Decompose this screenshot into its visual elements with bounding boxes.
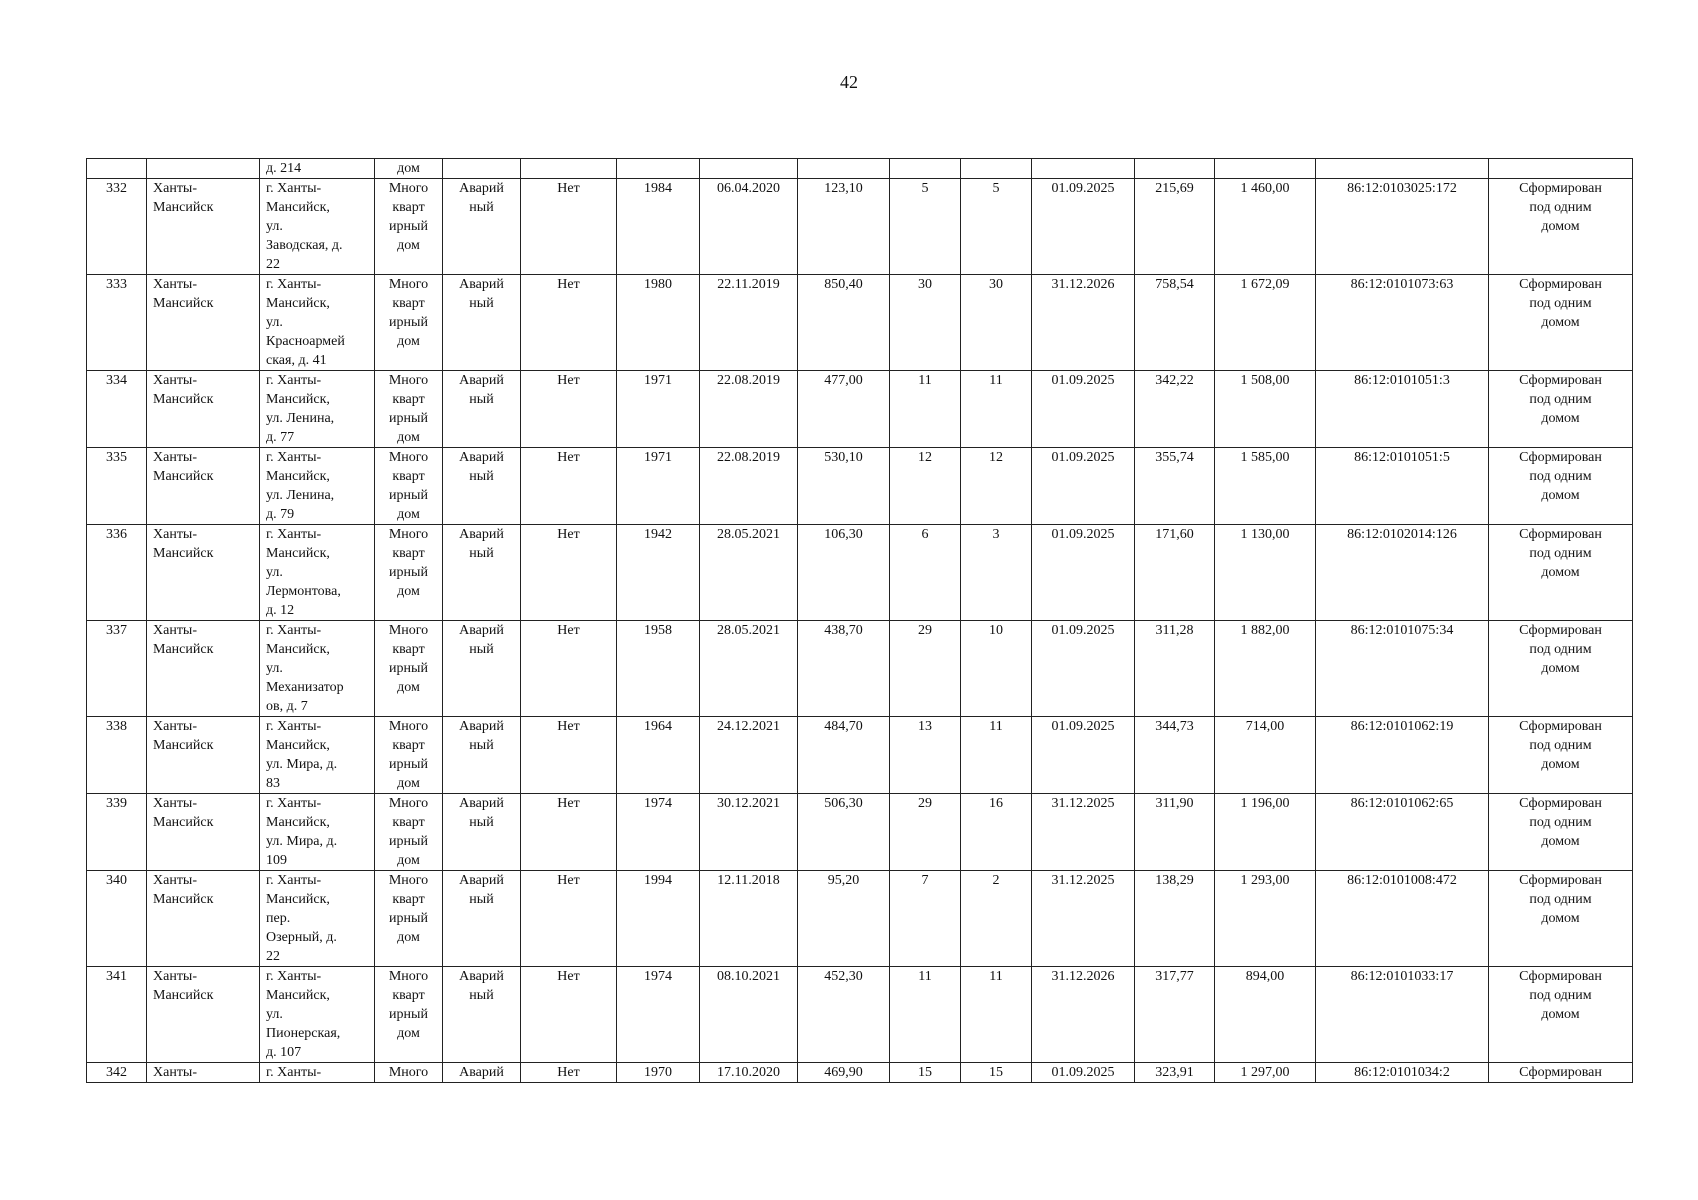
cell-condition: Аварий ный bbox=[443, 794, 521, 871]
cell-year: 1974 bbox=[617, 794, 700, 871]
cell-land-status bbox=[1489, 159, 1633, 179]
cell-area: 106,30 bbox=[798, 525, 890, 621]
cell-land-status: Сформирован под одним домом bbox=[1489, 871, 1633, 967]
cell-residents-count bbox=[890, 159, 961, 179]
cell-land-status: Сформирован под одним домом bbox=[1489, 371, 1633, 448]
cell-city: Ханты- Мансийск bbox=[147, 967, 260, 1063]
cell-residents-count: 30 bbox=[890, 275, 961, 371]
cell-condition: Аварий ный bbox=[443, 621, 521, 717]
cell-apartments-count: 11 bbox=[961, 717, 1032, 794]
cell-area: 484,70 bbox=[798, 717, 890, 794]
cell-cadastral-number: 86:12:0102014:126 bbox=[1316, 525, 1489, 621]
cell-apartments-count: 3 bbox=[961, 525, 1032, 621]
cell-flag bbox=[521, 159, 617, 179]
cell-recognition-date: 22.11.2019 bbox=[700, 275, 798, 371]
cell-address: г. Ханты- Мансийск, ул. Мира, д. 83 bbox=[260, 717, 375, 794]
cell-land-area: 1 196,00 bbox=[1215, 794, 1316, 871]
table-row bbox=[87, 621, 1633, 717]
cell-residents-count: 11 bbox=[890, 967, 961, 1063]
table-row bbox=[87, 1063, 1633, 1083]
cell-deadline: 01.09.2025 bbox=[1032, 1063, 1135, 1083]
cell-building-type: Много bbox=[375, 1063, 443, 1083]
cell-number: 339 bbox=[87, 794, 147, 871]
cell-area: 452,30 bbox=[798, 967, 890, 1063]
cell-number bbox=[87, 159, 147, 179]
table-row bbox=[87, 967, 1633, 1063]
cell-apartments-count: 15 bbox=[961, 1063, 1032, 1083]
cell-deadline: 01.09.2025 bbox=[1032, 371, 1135, 448]
cell-city: Ханты- Мансийск bbox=[147, 371, 260, 448]
cell-land-status: Сформирован bbox=[1489, 1063, 1633, 1083]
cell-land-area: 1 460,00 bbox=[1215, 179, 1316, 275]
table-row bbox=[87, 275, 1633, 371]
cell-flag: Нет bbox=[521, 967, 617, 1063]
cell-area: 123,10 bbox=[798, 179, 890, 275]
cell-apartments-count: 12 bbox=[961, 448, 1032, 525]
cell-area bbox=[798, 159, 890, 179]
cell-cost: 311,28 bbox=[1135, 621, 1215, 717]
cell-land-area: 1 508,00 bbox=[1215, 371, 1316, 448]
cell-area: 506,30 bbox=[798, 794, 890, 871]
cell-city bbox=[147, 159, 260, 179]
cell-residents-count: 13 bbox=[890, 717, 961, 794]
cell-deadline: 01.09.2025 bbox=[1032, 525, 1135, 621]
cell-building-type: Много кварт ирный дом bbox=[375, 525, 443, 621]
cell-residents-count: 29 bbox=[890, 621, 961, 717]
cell-area: 469,90 bbox=[798, 1063, 890, 1083]
cell-land-area: 1 672,09 bbox=[1215, 275, 1316, 371]
cell-deadline bbox=[1032, 159, 1135, 179]
cell-year: 1970 bbox=[617, 1063, 700, 1083]
cell-land-status: Сформирован под одним домом bbox=[1489, 525, 1633, 621]
cell-condition bbox=[443, 159, 521, 179]
cell-residents-count: 5 bbox=[890, 179, 961, 275]
cell-apartments-count bbox=[961, 159, 1032, 179]
cell-land-area: 894,00 bbox=[1215, 967, 1316, 1063]
cell-residents-count: 7 bbox=[890, 871, 961, 967]
cell-cadastral-number bbox=[1316, 159, 1489, 179]
cell-recognition-date: 22.08.2019 bbox=[700, 371, 798, 448]
cell-number: 335 bbox=[87, 448, 147, 525]
cell-address: г. Ханты- Мансийск, ул. Лермонтова, д. 12 bbox=[260, 525, 375, 621]
cell-deadline: 01.09.2025 bbox=[1032, 717, 1135, 794]
cell-apartments-count: 11 bbox=[961, 967, 1032, 1063]
cell-cadastral-number: 86:12:0101051:3 bbox=[1316, 371, 1489, 448]
cell-recognition-date: 24.12.2021 bbox=[700, 717, 798, 794]
cell-flag: Нет bbox=[521, 794, 617, 871]
cell-year: 1971 bbox=[617, 448, 700, 525]
cell-address: г. Ханты- bbox=[260, 1063, 375, 1083]
cell-number: 333 bbox=[87, 275, 147, 371]
cell-condition: Аварий ный bbox=[443, 717, 521, 794]
table-row bbox=[87, 871, 1633, 967]
cell-building-type: Много кварт ирный дом bbox=[375, 871, 443, 967]
cell-deadline: 01.09.2025 bbox=[1032, 448, 1135, 525]
cell-recognition-date: 08.10.2021 bbox=[700, 967, 798, 1063]
cell-building-type: Много кварт ирный дом bbox=[375, 717, 443, 794]
cell-condition: Аварий ный bbox=[443, 275, 521, 371]
cell-year: 1942 bbox=[617, 525, 700, 621]
cell-deadline: 01.09.2025 bbox=[1032, 179, 1135, 275]
cell-address: г. Ханты- Мансийск, ул. Красноармей ская, д. 41 bbox=[260, 275, 375, 371]
cell-recognition-date: 28.05.2021 bbox=[700, 525, 798, 621]
cell-building-type: Много кварт ирный дом bbox=[375, 179, 443, 275]
cell-condition: Аварий bbox=[443, 1063, 521, 1083]
cell-condition: Аварий ный bbox=[443, 525, 521, 621]
cell-cadastral-number: 86:12:0101051:5 bbox=[1316, 448, 1489, 525]
cell-city: Ханты- Мансийск bbox=[147, 794, 260, 871]
cell-condition: Аварий ный bbox=[443, 967, 521, 1063]
cell-area: 95,20 bbox=[798, 871, 890, 967]
cell-address: д. 214 bbox=[260, 159, 375, 179]
cell-land-area: 714,00 bbox=[1215, 717, 1316, 794]
cell-cadastral-number: 86:12:0101033:17 bbox=[1316, 967, 1489, 1063]
cell-address: г. Ханты- Мансийск, ул. Механизатор ов, д. 7 bbox=[260, 621, 375, 717]
cell-address: г. Ханты- Мансийск, ул. Ленина, д. 77 bbox=[260, 371, 375, 448]
cell-address: г. Ханты- Мансийск, пер. Озерный, д. 22 bbox=[260, 871, 375, 967]
cell-area: 850,40 bbox=[798, 275, 890, 371]
cell-cost: 215,69 bbox=[1135, 179, 1215, 275]
cell-area: 530,10 bbox=[798, 448, 890, 525]
cell-building-type: Много кварт ирный дом bbox=[375, 275, 443, 371]
cell-residents-count: 6 bbox=[890, 525, 961, 621]
cell-recognition-date: 30.12.2021 bbox=[700, 794, 798, 871]
table-row bbox=[87, 371, 1633, 448]
cell-city: Ханты- Мансийск bbox=[147, 179, 260, 275]
cell-building-type: дом bbox=[375, 159, 443, 179]
cell-recognition-date: 17.10.2020 bbox=[700, 1063, 798, 1083]
cell-recognition-date: 12.11.2018 bbox=[700, 871, 798, 967]
cell-cadastral-number: 86:12:0101008:472 bbox=[1316, 871, 1489, 967]
cell-number: 340 bbox=[87, 871, 147, 967]
cell-apartments-count: 2 bbox=[961, 871, 1032, 967]
cell-flag: Нет bbox=[521, 621, 617, 717]
cell-apartments-count: 16 bbox=[961, 794, 1032, 871]
cell-year: 1984 bbox=[617, 179, 700, 275]
cell-land-area: 1 293,00 bbox=[1215, 871, 1316, 967]
cell-land-area: 1 130,00 bbox=[1215, 525, 1316, 621]
table-row bbox=[87, 794, 1633, 871]
cell-residents-count: 11 bbox=[890, 371, 961, 448]
cell-building-type: Много кварт ирный дом bbox=[375, 371, 443, 448]
cell-flag: Нет bbox=[521, 371, 617, 448]
cell-cost bbox=[1135, 159, 1215, 179]
cell-city: Ханты- bbox=[147, 1063, 260, 1083]
cell-land-area: 1 585,00 bbox=[1215, 448, 1316, 525]
cell-year: 1964 bbox=[617, 717, 700, 794]
cell-cadastral-number: 86:12:0101073:63 bbox=[1316, 275, 1489, 371]
cell-building-type: Много кварт ирный дом bbox=[375, 794, 443, 871]
cell-deadline: 31.12.2026 bbox=[1032, 967, 1135, 1063]
cell-address: г. Ханты- Мансийск, ул. Мира, д. 109 bbox=[260, 794, 375, 871]
cell-land-status: Сформирован под одним домом bbox=[1489, 621, 1633, 717]
cell-condition: Аварий ный bbox=[443, 448, 521, 525]
table-row bbox=[87, 179, 1633, 275]
cell-cost: 342,22 bbox=[1135, 371, 1215, 448]
cell-number: 332 bbox=[87, 179, 147, 275]
cell-city: Ханты- Мансийск bbox=[147, 621, 260, 717]
cell-city: Ханты- Мансийск bbox=[147, 525, 260, 621]
table-row bbox=[87, 717, 1633, 794]
cell-city: Ханты- Мансийск bbox=[147, 871, 260, 967]
housing-registry-table bbox=[86, 158, 1633, 1083]
cell-cost: 138,29 bbox=[1135, 871, 1215, 967]
cell-land-status: Сформирован под одним домом bbox=[1489, 717, 1633, 794]
cell-recognition-date: 22.08.2019 bbox=[700, 448, 798, 525]
cell-number: 337 bbox=[87, 621, 147, 717]
cell-cadastral-number: 86:12:0101034:2 bbox=[1316, 1063, 1489, 1083]
cell-year: 1980 bbox=[617, 275, 700, 371]
cell-number: 336 bbox=[87, 525, 147, 621]
cell-city: Ханты- Мансийск bbox=[147, 448, 260, 525]
cell-recognition-date: 28.05.2021 bbox=[700, 621, 798, 717]
cell-flag: Нет bbox=[521, 717, 617, 794]
cell-apartments-count: 5 bbox=[961, 179, 1032, 275]
cell-year: 1994 bbox=[617, 871, 700, 967]
cell-cadastral-number: 86:12:0101062:65 bbox=[1316, 794, 1489, 871]
cell-land-area: 1 297,00 bbox=[1215, 1063, 1316, 1083]
table-row-continuation bbox=[87, 159, 1633, 179]
cell-residents-count: 15 bbox=[890, 1063, 961, 1083]
cell-building-type: Много кварт ирный дом bbox=[375, 448, 443, 525]
cell-address: г. Ханты- Мансийск, ул. Пионерская, д. 107 bbox=[260, 967, 375, 1063]
cell-year: 1974 bbox=[617, 967, 700, 1063]
cell-cadastral-number: 86:12:0101075:34 bbox=[1316, 621, 1489, 717]
cell-land-status: Сформирован под одним домом bbox=[1489, 794, 1633, 871]
cell-land-area: 1 882,00 bbox=[1215, 621, 1316, 717]
cell-apartments-count: 10 bbox=[961, 621, 1032, 717]
cell-land-status: Сформирован под одним домом bbox=[1489, 448, 1633, 525]
cell-recognition-date bbox=[700, 159, 798, 179]
cell-flag: Нет bbox=[521, 871, 617, 967]
cell-land-status: Сформирован под одним домом bbox=[1489, 967, 1633, 1063]
page-number: 42 bbox=[840, 72, 858, 92]
cell-year: 1958 bbox=[617, 621, 700, 717]
cell-residents-count: 29 bbox=[890, 794, 961, 871]
cell-year bbox=[617, 159, 700, 179]
cell-cost: 323,91 bbox=[1135, 1063, 1215, 1083]
cell-cost: 311,90 bbox=[1135, 794, 1215, 871]
cell-number: 342 bbox=[87, 1063, 147, 1083]
cell-flag: Нет bbox=[521, 179, 617, 275]
cell-condition: Аварий ный bbox=[443, 871, 521, 967]
cell-cost: 171,60 bbox=[1135, 525, 1215, 621]
cell-land-status: Сформирован под одним домом bbox=[1489, 179, 1633, 275]
cell-city: Ханты- Мансийск bbox=[147, 275, 260, 371]
cell-area: 438,70 bbox=[798, 621, 890, 717]
cell-building-type: Много кварт ирный дом bbox=[375, 621, 443, 717]
cell-flag: Нет bbox=[521, 525, 617, 621]
cell-land-status: Сформирован под одним домом bbox=[1489, 275, 1633, 371]
cell-flag: Нет bbox=[521, 1063, 617, 1083]
cell-cadastral-number: 86:12:0103025:172 bbox=[1316, 179, 1489, 275]
cell-cost: 317,77 bbox=[1135, 967, 1215, 1063]
cell-apartments-count: 11 bbox=[961, 371, 1032, 448]
cell-deadline: 31.12.2025 bbox=[1032, 794, 1135, 871]
cell-apartments-count: 30 bbox=[961, 275, 1032, 371]
table-row bbox=[87, 525, 1633, 621]
cell-condition: Аварий ный bbox=[443, 371, 521, 448]
cell-deadline: 31.12.2026 bbox=[1032, 275, 1135, 371]
cell-deadline: 01.09.2025 bbox=[1032, 621, 1135, 717]
cell-area: 477,00 bbox=[798, 371, 890, 448]
cell-condition: Аварий ный bbox=[443, 179, 521, 275]
cell-cost: 355,74 bbox=[1135, 448, 1215, 525]
cell-residents-count: 12 bbox=[890, 448, 961, 525]
table-row bbox=[87, 448, 1633, 525]
cell-flag: Нет bbox=[521, 275, 617, 371]
cell-cost: 758,54 bbox=[1135, 275, 1215, 371]
cell-cost: 344,73 bbox=[1135, 717, 1215, 794]
cell-year: 1971 bbox=[617, 371, 700, 448]
cell-address: г. Ханты- Мансийск, ул. Заводская, д. 22 bbox=[260, 179, 375, 275]
cell-number: 341 bbox=[87, 967, 147, 1063]
cell-building-type: Много кварт ирный дом bbox=[375, 967, 443, 1063]
cell-cadastral-number: 86:12:0101062:19 bbox=[1316, 717, 1489, 794]
cell-city: Ханты- Мансийск bbox=[147, 717, 260, 794]
cell-flag: Нет bbox=[521, 448, 617, 525]
cell-address: г. Ханты- Мансийск, ул. Ленина, д. 79 bbox=[260, 448, 375, 525]
cell-recognition-date: 06.04.2020 bbox=[700, 179, 798, 275]
cell-number: 334 bbox=[87, 371, 147, 448]
cell-deadline: 31.12.2025 bbox=[1032, 871, 1135, 967]
cell-number: 338 bbox=[87, 717, 147, 794]
cell-land-area bbox=[1215, 159, 1316, 179]
